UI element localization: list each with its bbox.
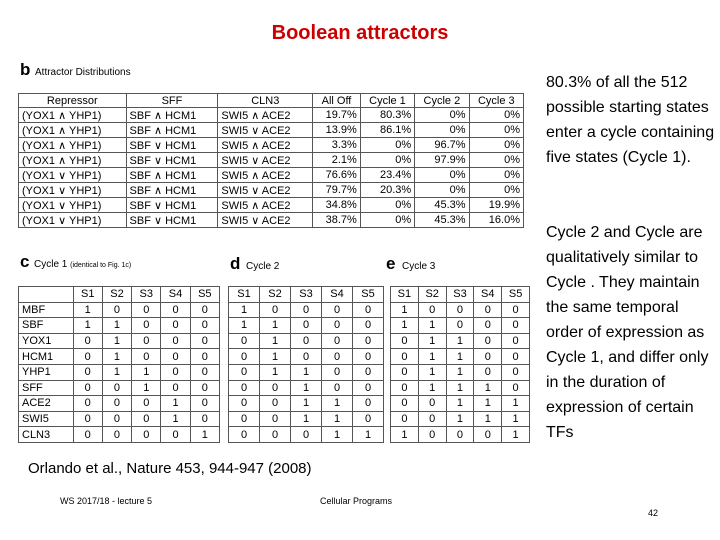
attractor-cell: 0%: [469, 108, 523, 123]
panel_d-cell: 0: [353, 302, 384, 318]
attractor-row: [19, 138, 524, 153]
attractor-row: [19, 198, 524, 213]
panel_c-cell: 0: [190, 364, 219, 380]
attractor-cell: SBF ∧ HCM1: [126, 183, 218, 198]
attractor-header-cell: Cycle 1: [360, 94, 414, 108]
attractor-cell: SWI5 ∧ ACE2: [218, 138, 313, 153]
panel_e-cell: 1: [446, 380, 474, 396]
gene-label: CLN3: [19, 427, 74, 443]
panel_c-row: [19, 364, 220, 380]
gene-label: YOX1: [19, 333, 74, 349]
panel_d-cell: 0: [353, 380, 384, 396]
gene-label: SFF: [19, 380, 74, 396]
attractor-cell: 0%: [415, 108, 469, 123]
panel_c-cell: 0: [102, 427, 131, 443]
attractor-cell: (YOX1 ∨ YHP1): [19, 168, 127, 183]
attractor-header-cell: CLN3: [218, 94, 313, 108]
slide-title: Boolean attractors: [271, 22, 449, 44]
panel_d-cell: 1: [229, 302, 260, 318]
panel_d-row: [229, 427, 384, 443]
gene-label: ACE2: [19, 396, 74, 412]
panel_e-state-header: S3: [446, 287, 474, 303]
panel_c-header: [19, 287, 220, 303]
panel_d-cell: 1: [291, 380, 322, 396]
panel_e-cell: 1: [418, 364, 446, 380]
panel_c-cell: 0: [132, 333, 161, 349]
attractor-header-cell: Repressor: [19, 94, 127, 108]
attractor-cell: 0%: [415, 123, 469, 138]
panel_d-cell: 0: [229, 427, 260, 443]
panel_d-cell: 0: [229, 396, 260, 412]
panel_c-row: [19, 411, 220, 427]
panel_d-cell: 0: [229, 364, 260, 380]
attractor-cell: 0%: [360, 213, 414, 228]
panel_e-row: [391, 427, 530, 443]
panel_c-cell: 1: [102, 318, 131, 334]
attractor-cell: 0%: [469, 138, 523, 153]
attractor-cell: SWI5 ∨ ACE2: [218, 183, 313, 198]
attractor-row: [19, 213, 524, 228]
panel_d-state-header: S4: [322, 287, 353, 303]
panel_d-cell: 1: [291, 396, 322, 412]
panel_e-row: [391, 396, 530, 412]
attractor-cell: (YOX1 ∧ YHP1): [19, 138, 127, 153]
attractor-cell: 45.3%: [415, 198, 469, 213]
attractor-cell: SWI5 ∧ ACE2: [218, 108, 313, 123]
panel_e-cell: 1: [474, 411, 502, 427]
panel_e-cell: 1: [418, 380, 446, 396]
panel-b-label: Attractor Distributions: [35, 67, 131, 78]
panel_d-cell: 0: [322, 302, 353, 318]
attractor-cell: 34.8%: [313, 198, 361, 213]
panel_e-cell: 0: [502, 333, 530, 349]
panel_d-cell: 1: [229, 318, 260, 334]
panel_e-cell: 0: [474, 349, 502, 365]
panel_c-state-header: S1: [73, 287, 102, 303]
panel_d-row: [229, 364, 384, 380]
attractor-cell: 38.7%: [313, 213, 361, 228]
panel_d-cell: 0: [353, 396, 384, 412]
attractor-cell: 0%: [415, 183, 469, 198]
attractor-table: [18, 93, 524, 228]
panel_e-cell: 1: [418, 349, 446, 365]
attractor-cell: 13.9%: [313, 123, 361, 138]
panel_d-cell: 1: [291, 364, 322, 380]
attractor-cell: 97.9%: [415, 153, 469, 168]
attractor-row: [19, 123, 524, 138]
panel_e-state-header: S1: [391, 287, 419, 303]
attractor-cell: 23.4%: [360, 168, 414, 183]
panel_e-state-header: S2: [418, 287, 446, 303]
panel_c-row: [19, 396, 220, 412]
panel_d-cell: 1: [322, 396, 353, 412]
attractor-cell: (YOX1 ∨ YHP1): [19, 183, 127, 198]
panel_c-cell: 0: [190, 318, 219, 334]
panel_c-cell: 0: [102, 411, 131, 427]
panel_e-cell: 1: [391, 427, 419, 443]
panel_c-cell: 0: [102, 396, 131, 412]
panel_c-row: [19, 333, 220, 349]
footer-title: Cellular Programs: [320, 496, 393, 506]
panel_c-cell: 0: [161, 427, 190, 443]
panel_d-cell: 0: [353, 318, 384, 334]
page-number: 42: [648, 508, 659, 518]
panel_c-cell: 1: [161, 411, 190, 427]
panel_c-cell: 0: [73, 380, 102, 396]
panel_d-cell: 1: [291, 411, 322, 427]
panel_c-row: [19, 380, 220, 396]
panel_e-cell: 1: [446, 364, 474, 380]
attractor-cell: SBF ∨ HCM1: [126, 138, 218, 153]
attractor-row: [19, 108, 524, 123]
panel_e-cell: 0: [391, 380, 419, 396]
panel_c-cell: 0: [73, 411, 102, 427]
panel_e-cell: 1: [502, 411, 530, 427]
panel_c-state-header: S4: [161, 287, 190, 303]
panel_d-cell: 0: [229, 380, 260, 396]
panel_d-cell: 0: [260, 411, 291, 427]
attractor-cell: 3.3%: [313, 138, 361, 153]
panel_e-state-header: S4: [474, 287, 502, 303]
panel_d-cell: 0: [229, 333, 260, 349]
panel_e-cell: 1: [474, 396, 502, 412]
panel_c-cell: 1: [73, 302, 102, 318]
panel_c-cell: 0: [161, 364, 190, 380]
panel_c-corner: [19, 287, 74, 303]
panel_c-state-header: S2: [102, 287, 131, 303]
panel_c-cell: 1: [132, 380, 161, 396]
panel_c-state-header: S3: [132, 287, 161, 303]
side-text-cycle1: 80.3% of all the 512 possible starting states enter a cycle containing five states (Cycle 1).: [546, 74, 715, 166]
attractor-cell: SWI5 ∧ ACE2: [218, 198, 313, 213]
panel_e-cell: 0: [418, 396, 446, 412]
panel_c-cell: 0: [73, 349, 102, 365]
panel_c-cell: 0: [132, 427, 161, 443]
panel_c-cell: 0: [73, 427, 102, 443]
panel_e-cell: 0: [474, 302, 502, 318]
panel_d-cell: 0: [291, 318, 322, 334]
panel_c-cell: 0: [161, 349, 190, 365]
panel_d-state-header: S3: [291, 287, 322, 303]
panel_c-cell: 0: [102, 380, 131, 396]
attractor-cell: SWI5 ∨ ACE2: [218, 153, 313, 168]
attractor-cell: SBF ∧ HCM1: [126, 168, 218, 183]
panel_d-row: [229, 380, 384, 396]
attractor-cell: SWI5 ∨ ACE2: [218, 123, 313, 138]
panel_d-cell: 1: [260, 349, 291, 365]
attractor-cell: (YOX1 ∨ YHP1): [19, 213, 127, 228]
panel_c-cell: 0: [102, 302, 131, 318]
cycle3-table: [390, 286, 530, 443]
panel_d-cell: 1: [260, 318, 291, 334]
panel_d-cell: 0: [322, 364, 353, 380]
attractor-cell: 0%: [469, 153, 523, 168]
panel_c-cell: 0: [73, 333, 102, 349]
attractor-row: [19, 168, 524, 183]
panel_d-row: [229, 411, 384, 427]
panel-b-letter: b: [20, 60, 31, 79]
attractor-cell: 76.6%: [313, 168, 361, 183]
panel_d-row: [229, 333, 384, 349]
attractor-header-cell: All Off: [313, 94, 361, 108]
panel-c-label: [34, 259, 131, 270]
panel_c-row: [19, 427, 220, 443]
panel_d-cell: 0: [260, 427, 291, 443]
attractor-header-cell: Cycle 2: [415, 94, 469, 108]
panel_d-cell: 0: [353, 364, 384, 380]
panel_e-cell: 0: [391, 349, 419, 365]
panel_e-cell: 0: [502, 349, 530, 365]
panel_e-cell: 1: [391, 302, 419, 318]
panel-c-title: Cycle 1: [34, 259, 68, 270]
attractor-cell: (YOX1 ∧ YHP1): [19, 108, 127, 123]
panel_c-cell: 1: [102, 349, 131, 365]
panel_e-cell: 0: [474, 333, 502, 349]
panel_d-row: [229, 302, 384, 318]
panel_e-cell: 1: [418, 318, 446, 334]
panel_d-cell: 0: [260, 380, 291, 396]
panel_c-cell: 1: [102, 333, 131, 349]
panel_e-cell: 0: [418, 302, 446, 318]
panel_e-cell: 1: [502, 427, 530, 443]
attractor-cell: 45.3%: [415, 213, 469, 228]
panel_c-row: [19, 302, 220, 318]
attractor-row: [19, 153, 524, 168]
panel_e-cell: 0: [391, 396, 419, 412]
gene-label: HCM1: [19, 349, 74, 365]
attractor-cell: 0%: [360, 198, 414, 213]
panel_d-row: [229, 349, 384, 365]
panel_d-row: [229, 396, 384, 412]
panel_e-cell: 0: [474, 364, 502, 380]
panel_c-cell: 1: [190, 427, 219, 443]
panel_e-cell: 1: [446, 396, 474, 412]
attractor-cell: 0%: [469, 183, 523, 198]
panel_c-cell: 0: [161, 380, 190, 396]
attractor-cell: SBF ∨ HCM1: [126, 153, 218, 168]
panel_e-cell: 1: [446, 333, 474, 349]
attractor-cell: SBF ∨ HCM1: [126, 198, 218, 213]
attractor-cell: SWI5 ∨ ACE2: [218, 213, 313, 228]
panel_e-cell: 0: [502, 318, 530, 334]
attractor-cell: 16.0%: [469, 213, 523, 228]
panel_e-row: [391, 411, 530, 427]
panel_d-state-header: S1: [229, 287, 260, 303]
side-text-cycles23: Cycle 2 and Cycle are qualitatively similar to Cycle . They maintain the same temporal order of expression as Cycle 1, and differ only in the duration of expression of certain TFs: [546, 224, 709, 441]
panel_e-cell: 0: [446, 318, 474, 334]
panel_d-cell: 1: [353, 427, 384, 443]
panel-d-letter: d: [230, 254, 241, 273]
panel_c-cell: 0: [132, 318, 161, 334]
panel_c-cell: 1: [73, 318, 102, 334]
attractor-header-cell: Cycle 3: [469, 94, 523, 108]
panel_c-cell: 0: [132, 396, 161, 412]
attractor-cell: (YOX1 ∧ YHP1): [19, 123, 127, 138]
panel-e-letter: e: [386, 254, 396, 273]
panel_e-row: [391, 333, 530, 349]
citation: Orlando et al., Nature 453, 944-947 (2008): [28, 460, 312, 477]
attractor-cell: (YOX1 ∧ YHP1): [19, 153, 127, 168]
panel_c-cell: 0: [190, 349, 219, 365]
panel_d-state-header: S2: [260, 287, 291, 303]
panel_e-cell: 1: [502, 396, 530, 412]
attractor-cell: 0%: [360, 153, 414, 168]
panel_d-cell: 0: [229, 349, 260, 365]
attractor-cell: 0%: [469, 123, 523, 138]
panel_e-row: [391, 302, 530, 318]
panel_d-row: [229, 318, 384, 334]
panel_d-cell: 0: [353, 349, 384, 365]
attractor-cell: 79.7%: [313, 183, 361, 198]
panel_d-cell: 0: [322, 349, 353, 365]
attractor-cell: 2.1%: [313, 153, 361, 168]
panel_c-cell: 0: [190, 333, 219, 349]
panel_c-state-header: S5: [190, 287, 219, 303]
panel_c-cell: 0: [161, 302, 190, 318]
attractor-cell: (YOX1 ∨ YHP1): [19, 198, 127, 213]
footer-lecture: WS 2017/18 - lecture 5: [60, 496, 153, 506]
panel_d-cell: 0: [291, 427, 322, 443]
panel_d-cell: 0: [260, 396, 291, 412]
panel_c-row: [19, 318, 220, 334]
attractor-cell: SWI5 ∧ ACE2: [218, 168, 313, 183]
panel_e-row: [391, 364, 530, 380]
panel_d-cell: 0: [322, 333, 353, 349]
panel_d-cell: 1: [260, 364, 291, 380]
panel_d-cell: 0: [291, 302, 322, 318]
panel_c-cell: 0: [190, 380, 219, 396]
panel_c-cell: 0: [161, 333, 190, 349]
panel_c-cell: 0: [190, 411, 219, 427]
attractor-cell: 0%: [360, 138, 414, 153]
panel_e-cell: 0: [502, 364, 530, 380]
panel_d-cell: 0: [322, 318, 353, 334]
panel-c-note: (identical to Fig. 1c): [70, 262, 132, 269]
attractor-cell: SBF ∨ HCM1: [126, 213, 218, 228]
panel_d-cell: 0: [322, 380, 353, 396]
panel_e-cell: 1: [391, 318, 419, 334]
panel_e-cell: 1: [446, 411, 474, 427]
panel_e-cell: 0: [391, 364, 419, 380]
panel_c-cell: 1: [102, 364, 131, 380]
panel_e-row: [391, 380, 530, 396]
panel_d-cell: 0: [291, 349, 322, 365]
panel_e-cell: 0: [474, 318, 502, 334]
panel_e-cell: 1: [446, 349, 474, 365]
panel_c-cell: 0: [132, 411, 161, 427]
panel_d-cell: 0: [353, 411, 384, 427]
panel_c-cell: 0: [132, 302, 161, 318]
panel_e-cell: 0: [391, 411, 419, 427]
panel_e-state-header: S5: [502, 287, 530, 303]
panel_d-cell: 0: [353, 333, 384, 349]
panel_c-row: [19, 349, 220, 365]
attractor-cell: 19.9%: [469, 198, 523, 213]
panel_e-cell: 1: [418, 333, 446, 349]
panel_d-state-header: S5: [353, 287, 384, 303]
panel_e-cell: 1: [474, 380, 502, 396]
panel_c-cell: 0: [73, 396, 102, 412]
panel_c-cell: 0: [190, 302, 219, 318]
panel_e-cell: 0: [391, 333, 419, 349]
panel_e-cell: 0: [418, 411, 446, 427]
attractor-cell: 80.3%: [360, 108, 414, 123]
panel_e-header: [391, 287, 530, 303]
panel-c-letter: c: [20, 252, 30, 271]
panel_d-cell: 1: [260, 333, 291, 349]
panel_d-cell: 0: [229, 411, 260, 427]
attractor-cell: 86.1%: [360, 123, 414, 138]
panel_e-cell: 0: [446, 427, 474, 443]
panel_d-cell: 1: [322, 411, 353, 427]
gene-label: SBF: [19, 318, 74, 334]
attractor-cell: SBF ∧ HCM1: [126, 108, 218, 123]
panel_d-header: [229, 287, 384, 303]
gene-label: MBF: [19, 302, 74, 318]
panel-e-label: Cycle 3: [402, 261, 436, 272]
panel_c-cell: 1: [132, 364, 161, 380]
panel_d-cell: 0: [260, 302, 291, 318]
attractor-cell: 19.7%: [313, 108, 361, 123]
panel_c-cell: 0: [73, 364, 102, 380]
attractor-cell: 0%: [415, 168, 469, 183]
gene-label: YHP1: [19, 364, 74, 380]
panel_e-cell: 0: [418, 427, 446, 443]
panel_c-cell: 0: [132, 349, 161, 365]
panel_c-cell: 0: [161, 318, 190, 334]
attractor-header-cell: SFF: [126, 94, 218, 108]
panel_d-cell: 1: [322, 427, 353, 443]
panel-d-label: Cycle 2: [246, 261, 280, 272]
attractor-row: [19, 183, 524, 198]
attractor-cell: 96.7%: [415, 138, 469, 153]
cycle1-table: [18, 286, 220, 443]
attractor-cell: SBF ∧ HCM1: [126, 123, 218, 138]
panel_c-cell: 1: [161, 396, 190, 412]
attractor-cell: 20.3%: [360, 183, 414, 198]
panel_e-cell: 0: [502, 380, 530, 396]
cycle2-table: [228, 286, 384, 443]
gene-label: SWI5: [19, 411, 74, 427]
panel_d-cell: 0: [291, 333, 322, 349]
attractor-table-header: [19, 94, 524, 108]
panel_e-row: [391, 349, 530, 365]
panel_e-cell: 0: [502, 302, 530, 318]
attractor-cell: 0%: [469, 168, 523, 183]
panel_e-cell: 0: [446, 302, 474, 318]
panel_e-row: [391, 318, 530, 334]
panel_c-cell: 0: [190, 396, 219, 412]
panel_e-cell: 0: [474, 427, 502, 443]
